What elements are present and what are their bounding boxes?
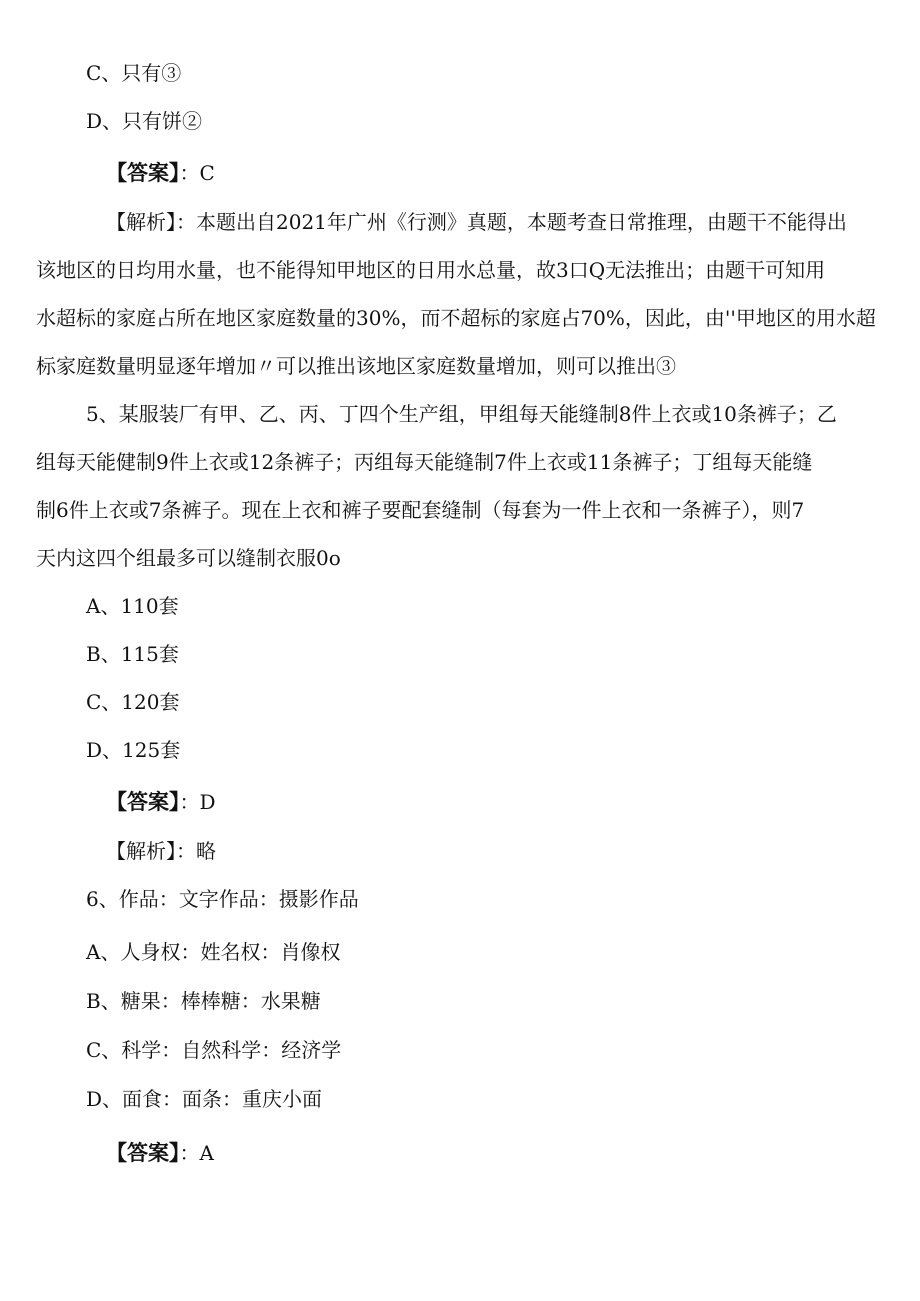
analysis-text-line: 水超标的家庭占所在地区家庭数量的30%，而不超标的家庭占70%，因此，由''甲地区的用水超 [36, 306, 876, 330]
analysis-line [106, 837, 216, 865]
option-a: A、110套 [86, 594, 179, 618]
answer-line [106, 788, 216, 816]
option-c: C、科学：自然科学：经济学 [86, 1038, 342, 1062]
analysis-text: ：本题出自2021年广州《行测》真题，本题考查日常推理，由题干不能得出 [176, 210, 847, 234]
answer-value: ：C [179, 161, 215, 185]
option-a: A、人身权：姓名权：肖像权 [86, 940, 341, 964]
analysis-text: ：略 [176, 839, 216, 863]
question-stem-line: 天内这四个组最多可以缝制衣服0o [36, 546, 341, 570]
answer-value: ：A [179, 1141, 214, 1165]
analysis-text-line: 标家庭数量明显逐年增加〃可以推出该地区家庭数量增加，则可以推出③ [36, 354, 676, 378]
option-b: B、115套 [86, 642, 179, 666]
question-stem-line: 组每天能健制9件上衣或12条裤子；丙组每天能缝制7件上衣或11条裤子；丁组每天能缝 [36, 450, 813, 474]
analysis-label: 【解析】 [106, 210, 176, 234]
analysis-label: 【解析】 [106, 839, 176, 863]
answer-label: 【答案】 [106, 1141, 180, 1165]
option-c: C、120套 [86, 690, 180, 714]
option-c: C、只有③ [86, 61, 182, 85]
answer-label: 【答案】 [106, 161, 180, 185]
answer-label: 【答案】 [106, 790, 180, 814]
option-d: D、125套 [86, 738, 181, 762]
question-stem: 5、某服装厂有甲、乙、丙、丁四个生产组，甲组每天能缝制8件上衣或10条裤子；乙 [86, 402, 837, 426]
answer-line [106, 159, 215, 187]
answer-value: ：D [179, 790, 216, 814]
question-stem-line: 制6件上衣或7条裤子。现在上衣和裤子要配套缝制（每套为一件上衣和一条裤子），则7 [36, 498, 805, 522]
question-stem: 6、作品：文字作品：摄影作品 [86, 887, 359, 911]
option-d: D、面食：面条：重庆小面 [86, 1087, 323, 1111]
option-d: D、只有饼② [86, 109, 203, 133]
option-b: B、糖果：棒棒糖：水果糖 [86, 989, 321, 1013]
answer-line [106, 1139, 214, 1167]
analysis-line [106, 208, 847, 236]
analysis-text-line: 该地区的日均用水量，也不能得知甲地区的日用水总量，故3口Q无法推出；由题干可知用 [36, 258, 826, 282]
